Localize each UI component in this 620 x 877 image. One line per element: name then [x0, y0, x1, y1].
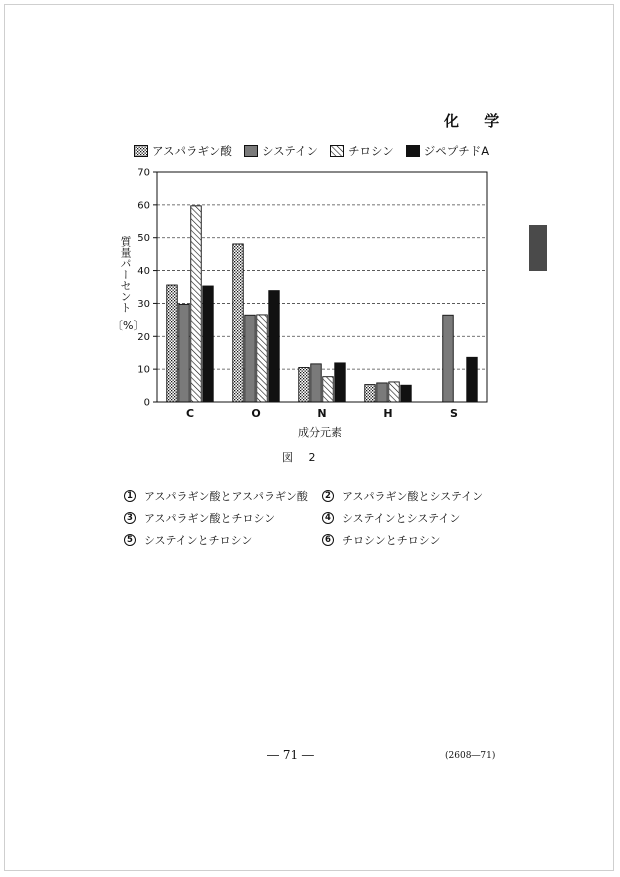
- bar-c-series-4: [203, 286, 214, 402]
- choice-number: 1: [124, 490, 136, 502]
- bar-c-series-1: [167, 285, 178, 402]
- bar-s-series-2: [443, 315, 454, 402]
- bar-h-series-2: [377, 383, 388, 402]
- x-tick-label: N: [317, 407, 327, 420]
- bar-h-series-4: [401, 385, 412, 402]
- choice-1[interactable]: [124, 488, 308, 504]
- bar-n-series-4: [335, 363, 346, 402]
- choice-text: システインとチロシン: [144, 534, 253, 547]
- legend-label: チロシン: [348, 144, 394, 158]
- choice-text: アスパラギン酸とチロシン: [144, 512, 276, 525]
- subject-heading: 化 学: [444, 112, 510, 130]
- y-tick-label: 30: [137, 298, 150, 310]
- page-code: (2608―71): [445, 751, 496, 761]
- choice-5[interactable]: [124, 532, 252, 548]
- y-axis-unit: 〔%〕: [112, 319, 145, 332]
- page-number: ― 71 ―: [267, 748, 314, 762]
- choice-text: チロシンとチロシン: [342, 534, 441, 547]
- choice-number: 2: [322, 490, 334, 502]
- bar-o-series-3: [257, 315, 268, 402]
- choice-number: 3: [124, 512, 136, 524]
- y-tick-label: 20: [137, 331, 150, 343]
- bar-h-series-3: [389, 382, 400, 402]
- bar-o-series-2: [245, 315, 256, 402]
- choice-6[interactable]: [322, 532, 440, 548]
- bar-o-series-1: [233, 244, 244, 402]
- y-tick-label: 60: [137, 200, 150, 212]
- choice-3[interactable]: [124, 510, 275, 526]
- y-tick-label: 40: [137, 266, 150, 278]
- y-tick-label: 0: [143, 397, 150, 409]
- choice-text: システインとシステイン: [342, 512, 461, 525]
- bar-c-series-3: [191, 206, 202, 402]
- choice-number: 5: [124, 534, 136, 546]
- chart-bars: [167, 206, 478, 402]
- bar-n-series-1: [299, 368, 310, 403]
- choice-4[interactable]: [322, 510, 460, 526]
- choice-text: アスパラギン酸とシステイン: [342, 490, 484, 503]
- x-tick-label: H: [383, 407, 393, 420]
- y-tick-label: 10: [137, 364, 150, 376]
- x-tick-label: O: [251, 407, 261, 420]
- y-axis-title: 質量パーセント: [119, 236, 132, 313]
- y-tick-label: 70: [137, 167, 150, 179]
- figure-caption: 図 2: [282, 451, 322, 464]
- legend-label: システイン: [261, 144, 319, 158]
- bar-o-series-4: [269, 291, 280, 402]
- choice-2[interactable]: [322, 488, 483, 504]
- x-tick-label: S: [450, 407, 458, 420]
- choice-number: 6: [322, 534, 334, 546]
- choice-number: 4: [322, 512, 334, 524]
- bar-h-series-1: [365, 385, 376, 402]
- bar-c-series-2: [179, 304, 190, 402]
- bar-n-series-2: [311, 364, 322, 402]
- legend-label: ジペプチドA: [423, 144, 490, 158]
- bar-n-series-3: [323, 377, 334, 402]
- x-axis-title: 成分元素: [298, 426, 342, 439]
- y-tick-label: 50: [137, 233, 150, 245]
- bar-s-series-4: [467, 357, 478, 402]
- choice-text: アスパラギン酸とアスパラギン酸: [144, 490, 308, 503]
- legend-label: アスパラギン酸: [152, 144, 232, 158]
- x-tick-label: C: [185, 407, 195, 420]
